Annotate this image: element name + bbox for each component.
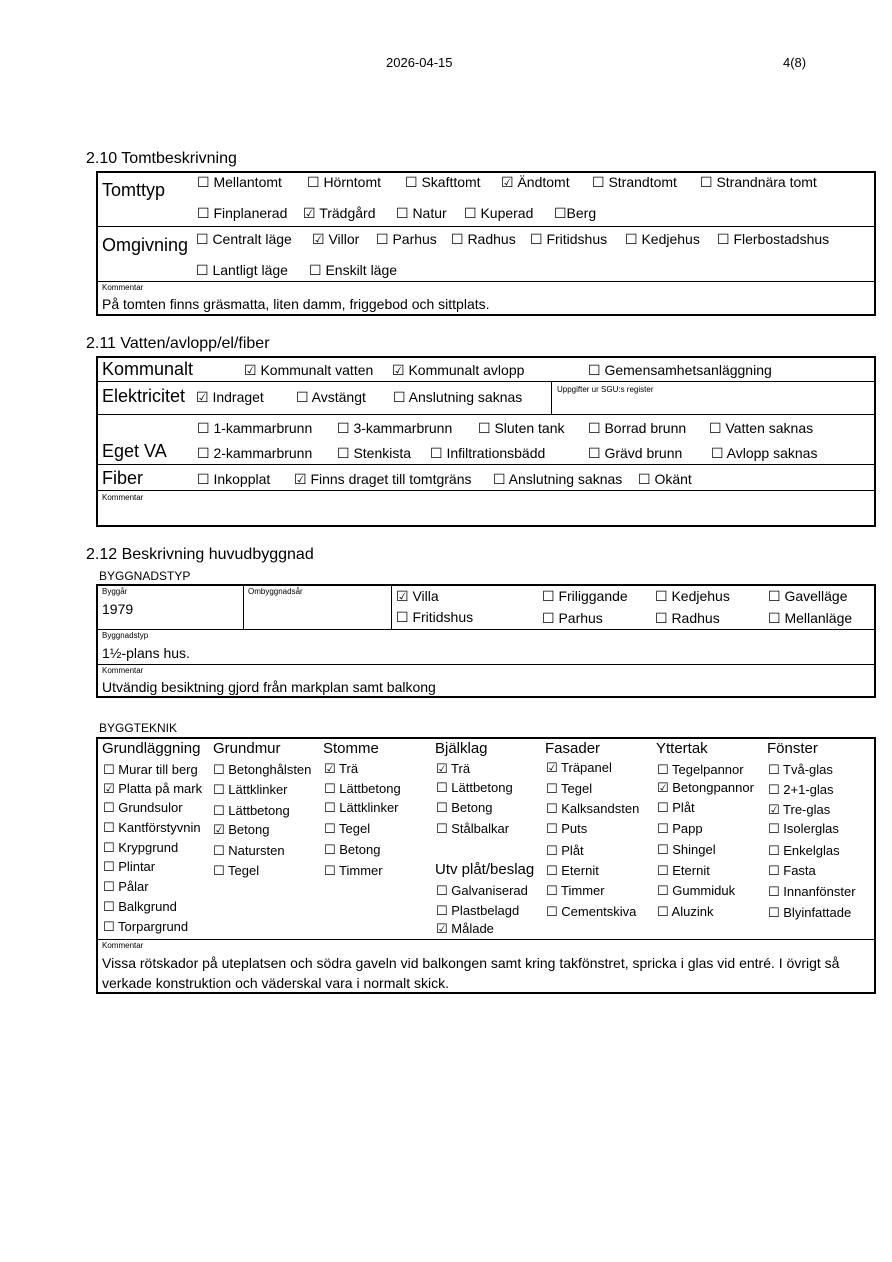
omgivning-option[interactable]: ☐ Flerbostadshus [717, 231, 830, 247]
tomttyp-option[interactable]: ☐ Strandtomt [592, 174, 677, 190]
fasader-option[interactable]: ☐ Puts [546, 821, 588, 836]
tomttyp-option[interactable]: ☐ Skafttomt [405, 174, 481, 190]
byggar-value: 1979 [102, 601, 134, 617]
egetva-option[interactable]: ☐ 1-kammarbrunn [197, 420, 313, 436]
fonster-option[interactable]: ☐ Isolerglas [768, 821, 839, 836]
omgivning-option[interactable]: ☐ Radhus [451, 231, 516, 247]
byggnad-option[interactable]: ☑ Villa [396, 588, 439, 604]
fonster-option[interactable]: ☐ 2+1-glas [768, 782, 834, 797]
fiber-label: Fiber [102, 468, 144, 488]
fasader-option[interactable]: ☐ Tegel [546, 781, 593, 796]
grundlaggning-option[interactable]: ☐ Murar till berg [103, 762, 198, 777]
el-option[interactable]: ☐ Anslutning saknas [393, 389, 523, 405]
grundmur-option[interactable]: ☑ Betong [213, 822, 270, 837]
omgivning-label: Omgivning [102, 235, 189, 255]
stomme-option[interactable]: ☑ Trä [324, 761, 359, 776]
section-2-12-title: 2.12 Beskrivning huvudbyggnad [86, 546, 314, 563]
kommunalt-option[interactable]: ☐ Gemensamhetsanläggning [588, 362, 772, 378]
stomme-option[interactable]: ☐ Timmer [324, 863, 383, 878]
fasader-option[interactable]: ☐ Eternit [546, 863, 599, 878]
omgivning-option[interactable]: ☑ Villor [312, 231, 360, 247]
fasader-option[interactable]: ☐ Plåt [546, 843, 584, 858]
tomttyp-label: Tomttyp [102, 180, 166, 200]
section-2-11-title: 2.11 Vatten/avlopp/el/fiber [86, 335, 270, 352]
comment-label: Kommentar [102, 493, 144, 502]
omgivning-option[interactable]: ☐ Fritidshus [530, 231, 608, 247]
section-2-10-title: 2.10 Tomtbeskrivning [86, 150, 237, 167]
grundmur-option[interactable]: ☐ Tegel [213, 863, 260, 878]
fiber-option[interactable]: ☑ Finns draget till tomtgräns [294, 471, 472, 487]
col-title: Fasader [545, 740, 601, 757]
fasader-option[interactable]: ☐ Kalksandsten [546, 801, 640, 816]
sgu-label: Uppgifter ur SGU:s register [557, 385, 654, 394]
ombyggnadsar-label: Ombyggnadsår [248, 587, 303, 596]
stomme-option[interactable]: ☐ Lättbetong [324, 781, 401, 796]
tomttyp-option[interactable]: ☐Berg [554, 205, 597, 221]
tomt-comment: På tomten finns gräsmatta, liten damm, friggebod och sittplats. [102, 296, 490, 312]
egetva-option[interactable]: ☐ 3-kammarbrunn [337, 420, 453, 436]
kommunalt-option[interactable]: ☑ Kommunalt vatten [244, 362, 374, 378]
egetva-option[interactable]: ☐ Infiltrationsbädd [430, 445, 546, 461]
omgivning-option[interactable]: ☐ Parhus [376, 231, 437, 247]
tomttyp-option[interactable]: ☐ Natur [396, 205, 447, 221]
fasader-option[interactable]: ☑ Träpanel [546, 760, 612, 775]
egetva-option[interactable]: ☐ Vatten saknas [709, 420, 814, 436]
fonster-option[interactable]: ☐ Enkelglas [768, 843, 840, 858]
elektricitet-label: Elektricitet [102, 386, 186, 406]
byggnad-option[interactable]: ☐ Kedjehus [655, 588, 730, 604]
col-title: Yttertak [656, 740, 708, 757]
bjalklag-option[interactable]: ☐ Lättbetong [436, 780, 513, 795]
grundlaggning-option[interactable]: ☐ Plintar [103, 859, 156, 874]
egetva-option[interactable]: ☐ Borrad brunn [588, 420, 687, 436]
grundlaggning-option[interactable]: ☐ Torpargrund [103, 919, 189, 934]
omgivning-option[interactable]: ☐ Centralt läge [196, 231, 292, 247]
fasader-option[interactable]: ☐ Timmer [546, 883, 605, 898]
grundmur-option[interactable]: ☐ Betonghålsten [213, 762, 312, 777]
byggnad-option[interactable]: ☐ Gavelläge [768, 588, 848, 604]
byggnadstyp-label: Byggnadstyp [102, 631, 149, 640]
el-option[interactable]: ☑ Indraget [196, 389, 264, 405]
fonster-option[interactable]: ☐ Blyinfattade [768, 905, 852, 920]
grundlaggning-option[interactable]: ☐ Krypgrund [103, 840, 179, 855]
yttertak-option[interactable]: ☐ Gummiduk [657, 883, 736, 898]
omgivning-option[interactable]: ☐ Kedjehus [625, 231, 700, 247]
byggnadstyp-heading: BYGGNADSTYP [99, 569, 191, 583]
byggnadstyp-value: 1½-plans hus. [102, 645, 190, 661]
grundlaggning-option[interactable]: ☑ Platta på mark [103, 781, 203, 796]
byggnad-option[interactable]: ☐ Fritidshus [396, 609, 474, 625]
page-date: 2026-04-15 [386, 55, 453, 70]
byggnad-option[interactable]: ☐ Parhus [542, 610, 603, 626]
byggnad-option[interactable]: ☐ Mellanläge [768, 610, 853, 626]
bjalklag-option[interactable]: ☐ Stålbalkar [436, 821, 510, 836]
grundmur-option[interactable]: ☐ Lättbetong [213, 803, 290, 818]
col-title: Stomme [323, 740, 379, 757]
kommunalt-label: Kommunalt [102, 359, 194, 379]
page-number: 4(8) [783, 55, 807, 70]
bjalklag-option[interactable]: ☐ Betong [436, 800, 493, 815]
col-title: Grundmur [213, 740, 281, 757]
byggar-label: Byggår [102, 587, 128, 596]
stomme-option[interactable]: ☐ Tegel [324, 821, 371, 836]
utv-option[interactable]: ☐ Plastbelagd [436, 903, 520, 918]
grundmur-option[interactable]: ☐ Lättklinker [213, 782, 288, 797]
col-title: Grundläggning [102, 740, 201, 757]
tomttyp-option[interactable]: ☐ Strandnära tomt [700, 174, 817, 190]
byggteknik-heading: BYGGTEKNIK [99, 721, 178, 735]
byggnad-option[interactable]: ☐ Friliggande [542, 588, 628, 604]
fonster-option[interactable]: ☑ Tre-glas [768, 802, 831, 817]
omgivning-option[interactable]: ☐ Lantligt läge [196, 262, 288, 278]
egetva-option[interactable]: ☐ Stenkista [337, 445, 412, 461]
comment-label: Kommentar [102, 941, 144, 950]
yttertak-option[interactable]: ☐ Papp [657, 821, 703, 836]
col-title: Fönster [767, 740, 818, 757]
utv-option[interactable]: ☐ Galvaniserad [436, 883, 528, 898]
yttertak-option[interactable]: ☐ Aluzink [657, 904, 714, 919]
grundmur-option[interactable]: ☐ Natursten [213, 843, 285, 858]
yttertak-option[interactable]: ☐ Tegelpannor [657, 762, 744, 777]
comment-label: Kommentar [102, 283, 144, 292]
yttertak-option[interactable]: ☑ Betongpannor [657, 780, 754, 795]
fonster-option[interactable]: ☐ Fasta [768, 863, 816, 878]
egetva-option[interactable]: ☐ Sluten tank [478, 420, 565, 436]
stomme-option[interactable]: ☐ Lättklinker [324, 800, 399, 815]
yttertak-option[interactable]: ☐ Plåt [657, 800, 695, 815]
egetva-label: Eget VA [102, 441, 167, 461]
utv-option[interactable]: ☑ Målade [436, 921, 494, 936]
tomttyp-option[interactable]: ☐ Finplanerad [197, 205, 288, 221]
fiber-option[interactable]: ☐ Inkopplat [197, 471, 271, 487]
fiber-option[interactable]: ☐ Anslutning saknas [493, 471, 623, 487]
col-title: Bjälklag [435, 740, 488, 757]
egetva-option[interactable]: ☐ Grävd brunn [588, 445, 683, 461]
el-option[interactable]: ☐ Avstängt [296, 389, 366, 405]
egetva-option[interactable]: ☐ Avlopp saknas [711, 445, 818, 461]
byggnad-option[interactable]: ☐ Radhus [655, 610, 720, 626]
stomme-option[interactable]: ☐ Betong [324, 842, 381, 857]
tomttyp-option[interactable]: ☐ Hörntomt [307, 174, 382, 190]
fiber-option[interactable]: ☐ Okänt [638, 471, 692, 487]
byggnad-comment: Utvändig besiktning gjord från markplan samt balkong [102, 679, 436, 695]
kommunalt-option[interactable]: ☑ Kommunalt avlopp [392, 362, 525, 378]
bjalklag-option[interactable]: ☑ Trä [436, 761, 471, 776]
grundlaggning-option[interactable]: ☐ Kantförstyvnin [103, 820, 201, 835]
fonster-option[interactable]: ☐ Innanfönster [768, 884, 856, 899]
yttertak-option[interactable]: ☐ Eternit [657, 863, 710, 878]
comment-label: Kommentar [102, 666, 144, 675]
yttertak-option[interactable]: ☐ Shingel [657, 842, 716, 857]
grundlaggning-option[interactable]: ☐ Pålar [103, 879, 149, 894]
grundlaggning-option[interactable]: ☐ Balkgrund [103, 899, 177, 914]
omgivning-option[interactable]: ☐ Enskilt läge [309, 262, 398, 278]
tomttyp-option[interactable]: ☑ Trädgård [303, 205, 376, 221]
tomttyp-option[interactable]: ☐ Kuperad [464, 205, 534, 221]
fonster-option[interactable]: ☐ Två-glas [768, 762, 833, 777]
fasader-option[interactable]: ☐ Cementskiva [546, 904, 637, 919]
tomttyp-option[interactable]: ☑ Ändtomt [501, 174, 570, 190]
utv-title: Utv plåt/beslag [435, 861, 535, 878]
tomttyp-option[interactable]: ☐ Mellantomt [197, 174, 282, 190]
byggteknik-comment: Vissa rötskador på uteplatsen och södra gaveln vid balkongen samt kring takfönstret, spricka i glas vid entré. I övrigt så verkade konstruktion och väderskal vara i normalt skick. [102, 955, 840, 991]
grundlaggning-option[interactable]: ☐ Grundsulor [103, 800, 183, 815]
egetva-option[interactable]: ☐ 2-kammarbrunn [197, 445, 313, 461]
